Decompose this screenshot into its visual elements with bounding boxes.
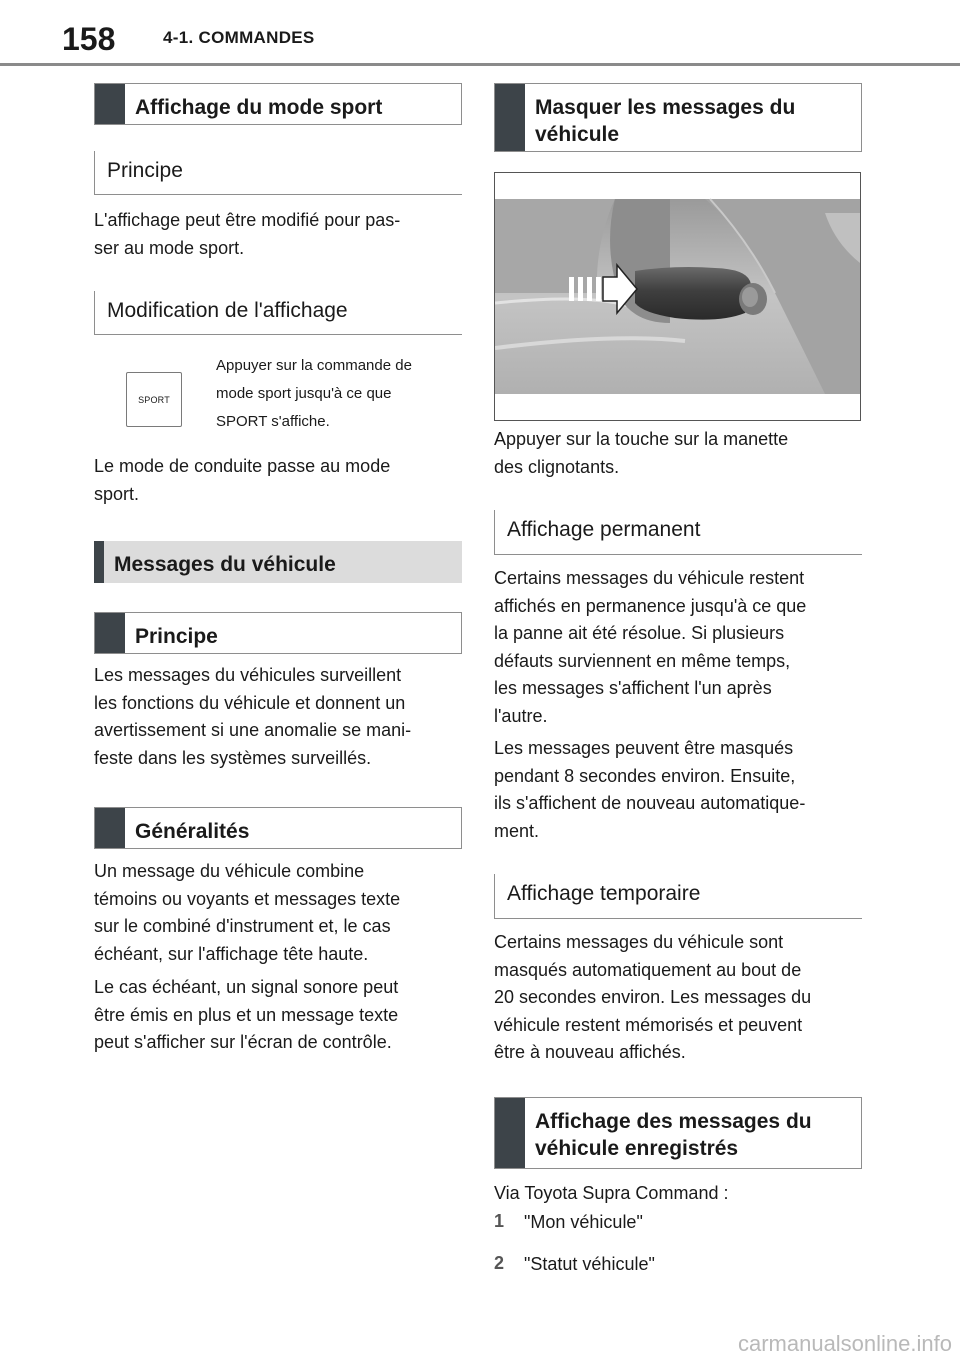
temporaire-text: Certains messages du véhicule sont masqués automatiquement au bout de 20 secondes environ. Les messages du véhicule restent mémorisés et peuvent être à nouveau affichés. bbox=[494, 932, 812, 1062]
chapter-title: 4-1. COMMANDES bbox=[163, 28, 315, 47]
page-number: 158 bbox=[62, 21, 116, 57]
modification-heading: Modification de l'affichage bbox=[94, 291, 348, 335]
principe-messages-heading: Principe bbox=[94, 612, 462, 654]
turn-signal-stalk-photo bbox=[494, 172, 861, 421]
step-label: "Statut véhicule" bbox=[524, 1254, 655, 1274]
step-number: 2 bbox=[494, 1253, 505, 1273]
step-number: 1 bbox=[494, 1211, 505, 1231]
principe-text: L'affichage peut être modifié pour pas- ser au mode sport. bbox=[94, 210, 401, 258]
sport-mode-heading: Affichage du mode sport bbox=[94, 83, 462, 125]
principe-divider bbox=[94, 194, 462, 195]
step-label: "Mon véhicule" bbox=[524, 1212, 643, 1232]
permanent-text-1: Certains messages du véhicule restent affichés en permanence jusqu'à ce que la panne ait été résolue. Si plusieurs défauts surviennent en même temps, les messages s'affichent l'un après l'autre. bbox=[494, 568, 807, 726]
temporaire-heading: Affichage temporaire bbox=[494, 874, 700, 918]
permanent-text-2: Les messages peuvent être masqués pendant 8 secondes environ. Ensuite, ils s'affichent de nouveau automatique- ment. bbox=[494, 738, 806, 841]
mode-change-text: Le mode de conduite passe au mode sport. bbox=[94, 456, 391, 504]
permanent-heading: Affichage permanent bbox=[494, 510, 700, 554]
permanent-divider bbox=[494, 554, 862, 555]
modification-divider bbox=[94, 334, 462, 335]
sport-key-icon: SPORT bbox=[126, 372, 182, 427]
principe-heading: Principe bbox=[94, 151, 183, 195]
photo-caption: Appuyer sur la touche sur la manette des clignotants. bbox=[494, 429, 789, 477]
temporaire-divider bbox=[494, 918, 862, 919]
via-command-text: Via Toyota Supra Command : bbox=[494, 1183, 729, 1203]
stalk-illustration bbox=[495, 173, 860, 420]
generalites-heading: Généralités bbox=[94, 807, 462, 849]
generalites-text-1: Un message du véhicule combine témoins ou voyants et messages texte sur le combiné d'instrument et, le cas échéant, sur l'affichage tête haute. bbox=[94, 861, 401, 964]
principe-messages-text: Les messages du véhicules surveillent les fonctions du véhicule et donnent un avertissement si une anomalie se mani- feste dans les systèmes surveillés. bbox=[94, 665, 412, 768]
saved-messages-heading: Affichage des messages du véhicule enregistrés bbox=[494, 1097, 862, 1169]
vehicle-messages-heading: Messages du véhicule bbox=[94, 541, 462, 583]
hide-messages-heading: Masquer les messages du véhicule bbox=[494, 83, 862, 152]
generalites-text-2: Le cas échéant, un signal sonore peut être émis en plus et un message texte peut s'afficher sur l'écran de contrôle. bbox=[94, 977, 399, 1052]
header-divider bbox=[0, 63, 960, 66]
sport-instruction: Appuyer sur la commande de mode sport jusqu'à ce que SPORT s'affiche. bbox=[216, 357, 412, 430]
watermark: carmanualsonline.info bbox=[737, 1331, 952, 1356]
